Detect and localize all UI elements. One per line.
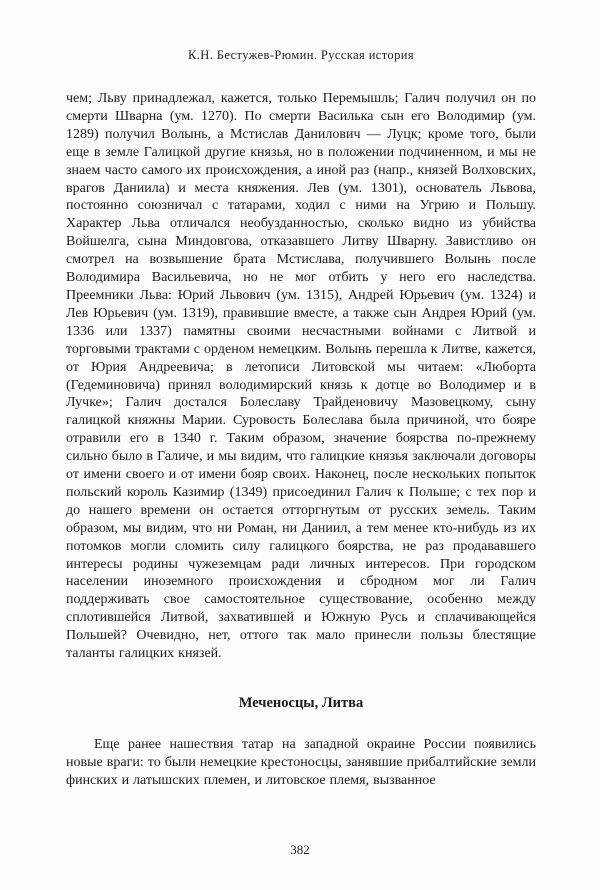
running-header: К.Н. Бестужев-Рюмин. Русская история <box>188 48 414 62</box>
paragraph-main: чем; Льву принадлежал, кажется, только Перемышль; Галич получил он по смерти Шварна (ум. 1270). По смерти Василька сын его Володимир (ум. 1289) получил Волынь, а Мстислав Данилович — Луцк; кроме того, были еще в земле Галицкой другие князья, но в положении подчиненном, и мы не знаем часто самого их происхождения, а иной раз (напр., князей Волховских, врагов Даниила) и места княжения. Лев (ум. 1301), основатель Львова, постоянно союзничал с татарами, ходил с ними на Угрию и Польшу. Характер Льва отличался необузданностью, сколько видно из убийства Войшелга, сына Миндовгова, отказавшего Литву Шварну. Завистливо он смотрел на возвышение брата Мстислава, получившего Волынь после Володимира Васильевича, но не мог отбить у него его наследства. Преемники Льва: Юрий Львович (ум. 1315), Андрей Юрьевич (ум. 1324) и Лев Юрьевич (ум. 1319), правившие вместе, а также сын Андрея Юрий (ум. 1336 или 1337) памятны своими несчастными войнами с Литвой и торговыми трактами с орденом немецким. Волынь перешла к Литве, кажется, от Юрия Андреевича; в летописи Литовской мы читаем: «Люборта (Гедеминовича) принял володимирский князь к дотце во Володимер и в Лучке»; Галич достался Болеславу Трайденовичу Мазовецкому, сыну галицкой княжны Марии. Суровость Болеслава была причиной, что бояре отравили его в 1340 г. Таким образом, значение боярства по-прежнему сильно было в Галиче, и мы видим, что галицкие князья заключали договоры от имени своего и от имени бояр своих. Наконец, после нескольких попыток польский король Казимир (1349) присоединил Галич к Польше; с тех пор и до нашего времени он остается отторгнутым от русских земель. Таким образом, мы видим, что ни Роман, ни Даниил, а тем менее кто-нибудь из их потомков могли сломить силу галицкого боярства, не раз продававшего интересы родины чужеземцам ради личных интересов. При городском населении иноземного происхождения и сбродном мог ли Галич поддерживать свое самостоятельное существование, особенно между сплотившейся Литвой, захватившей и Южную Русь и сплачивающейся Польшей? Очевидно, нет, оттого так мало принесли пользы блестящие таланты галицких князей. <box>66 91 536 662</box>
page-number: 382 <box>290 842 310 857</box>
section-heading: Меченосцы, Литва <box>238 695 364 711</box>
paragraph-section: Еще ранее нашествия татар на западной окраине России появились новые враги: то были немецкие крестоносцы, занявшие прибалтийские земли финских и латышских племен, и литовское племя, вызванное <box>66 737 536 788</box>
